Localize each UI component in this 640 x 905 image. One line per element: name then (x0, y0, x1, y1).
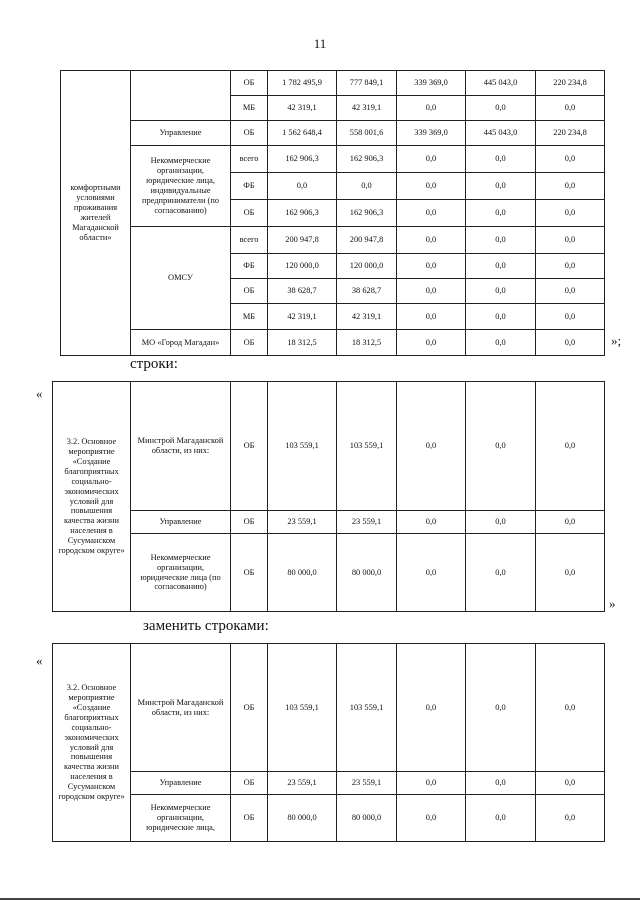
funding-source-cell: ОБ (231, 534, 268, 612)
amount-cell: 0,0 (536, 330, 605, 356)
amount-cell: 220 234,8 (536, 121, 605, 146)
amount-cell: 0,0 (466, 96, 536, 121)
funding-source-cell: МБ (231, 96, 268, 121)
amount-cell: 103 559,1 (337, 644, 397, 772)
amount-cell: 0,0 (397, 279, 466, 304)
amount-cell: 0,0 (536, 227, 605, 254)
measure-description-cell: 3.2. Основное мероприятие «Создание благоприятных социально-экономических условий для повышения качества жизни населения в Сусуманском городском округе» (53, 382, 131, 612)
table-row (53, 644, 605, 772)
amount-cell: 42 319,1 (337, 304, 397, 330)
amount-cell: 200 947,8 (268, 227, 337, 254)
amount-cell: 38 628,7 (337, 279, 397, 304)
opening-quote-2: « (36, 653, 43, 668)
amount-cell: 0,0 (466, 534, 536, 612)
measure-table-old (52, 381, 605, 612)
executor-cell (131, 71, 231, 121)
amount-cell: 38 628,7 (268, 279, 337, 304)
amount-cell: 1 562 648,4 (268, 121, 337, 146)
amount-cell: 339 369,0 (397, 121, 466, 146)
amount-cell: 0,0 (466, 200, 536, 227)
amount-cell: 1 782 495,9 (268, 71, 337, 96)
amount-cell: 0,0 (466, 173, 536, 200)
funding-source-cell: МБ (231, 304, 268, 330)
funding-source-cell: ОБ (231, 382, 268, 511)
funding-source-cell: ОБ (231, 795, 268, 842)
amount-cell: 0,0 (466, 382, 536, 511)
amount-cell: 0,0 (536, 795, 605, 842)
executor-cell: Управление (131, 511, 231, 534)
amount-cell: 0,0 (466, 146, 536, 173)
amount-cell: 120 000,0 (337, 254, 397, 279)
amount-cell: 0,0 (536, 254, 605, 279)
stroki-label: строки: (130, 356, 178, 372)
funding-source-cell: ОБ (231, 772, 268, 795)
executor-cell: МО «Город Магадан» (131, 330, 231, 356)
amount-cell: 0,0 (466, 254, 536, 279)
amount-cell: 0,0 (466, 330, 536, 356)
table-row (61, 71, 605, 96)
page-number: 11 (313, 36, 327, 51)
replace-label: заменить строками: (143, 618, 269, 634)
amount-cell: 23 559,1 (337, 772, 397, 795)
amount-cell: 0,0 (397, 173, 466, 200)
funding-source-cell: ОБ (231, 330, 268, 356)
amount-cell: 42 319,1 (268, 304, 337, 330)
amount-cell: 0,0 (536, 534, 605, 612)
amount-cell: 23 559,1 (268, 772, 337, 795)
funding-source-cell: ОБ (231, 200, 268, 227)
funding-source-cell: ОБ (231, 121, 268, 146)
table-row (61, 227, 605, 254)
amount-cell: 18 312,5 (337, 330, 397, 356)
funding-source-cell: ОБ (231, 279, 268, 304)
amount-cell: 80 000,0 (337, 795, 397, 842)
amount-cell: 0,0 (536, 772, 605, 795)
executor-cell: Минстрой Магаданской области, из них: (131, 644, 231, 772)
measure-description-cell: комфортными условиями проживания жителей Магаданской области» (61, 71, 131, 356)
funding-source-cell: ОБ (231, 71, 268, 96)
amount-cell: 0,0 (536, 644, 605, 772)
amount-cell: 0,0 (397, 382, 466, 511)
table-row (61, 330, 605, 356)
table-row (61, 121, 605, 146)
amount-cell: 0,0 (536, 279, 605, 304)
measure-description-cell: 3.2. Основное мероприятие «Создание благоприятных социально-экономических условий для повышения качества жизни населения в Сусуманском городском округе» (53, 644, 131, 842)
amount-cell: 80 000,0 (268, 795, 337, 842)
amount-cell: 103 559,1 (268, 644, 337, 772)
amount-cell: 0,0 (536, 146, 605, 173)
amount-cell: 339 369,0 (397, 71, 466, 96)
page-bottom-edge (0, 898, 640, 900)
amount-cell: 0,0 (397, 96, 466, 121)
amount-cell: 0,0 (337, 173, 397, 200)
amount-cell: 0,0 (397, 304, 466, 330)
executor-cell: Некоммерческие организации, юридические лица (по согласованию) (131, 534, 231, 612)
table-row (53, 382, 605, 511)
amount-cell: 0,0 (466, 227, 536, 254)
opening-quote-1: « (36, 386, 43, 401)
amount-cell: 42 319,1 (268, 96, 337, 121)
amount-cell: 0,0 (536, 382, 605, 511)
executor-cell: Некоммерческие организации, юридические лица, (131, 795, 231, 842)
amount-cell: 0,0 (536, 96, 605, 121)
amount-cell: 0,0 (466, 772, 536, 795)
executor-cell: Управление (131, 121, 231, 146)
amount-cell: 0,0 (397, 772, 466, 795)
table-row (53, 795, 605, 842)
amount-cell: 0,0 (536, 511, 605, 534)
amount-cell: 0,0 (268, 173, 337, 200)
amount-cell: 0,0 (397, 254, 466, 279)
amount-cell: 120 000,0 (268, 254, 337, 279)
amount-cell: 558 001,6 (337, 121, 397, 146)
amount-cell: 18 312,5 (268, 330, 337, 356)
amount-cell: 80 000,0 (268, 534, 337, 612)
funding-source-cell: всего (231, 227, 268, 254)
amount-cell: 0,0 (397, 227, 466, 254)
funding-source-cell: ОБ (231, 511, 268, 534)
funding-source-cell: ОБ (231, 644, 268, 772)
amount-cell: 0,0 (466, 304, 536, 330)
funding-source-cell: ФБ (231, 254, 268, 279)
funding-source-cell: ФБ (231, 173, 268, 200)
amount-cell: 0,0 (397, 146, 466, 173)
amount-cell: 0,0 (466, 795, 536, 842)
amount-cell: 0,0 (397, 200, 466, 227)
amount-cell: 80 000,0 (337, 534, 397, 612)
executor-cell: Управление (131, 772, 231, 795)
amount-cell: 0,0 (536, 200, 605, 227)
closing-quote-2: » (609, 596, 616, 611)
table-row (53, 511, 605, 534)
amount-cell: 445 043,0 (466, 71, 536, 96)
amount-cell: 220 234,8 (536, 71, 605, 96)
amount-cell: 103 559,1 (337, 382, 397, 511)
amount-cell: 162 906,3 (337, 200, 397, 227)
amount-cell: 200 947,8 (337, 227, 397, 254)
amount-cell: 162 906,3 (337, 146, 397, 173)
executor-cell: ОМСУ (131, 227, 231, 330)
executor-cell: Некоммерческие организации, юридические лица, индивидуальные предприниматели (по согласованию) (131, 146, 231, 227)
amount-cell: 445 043,0 (466, 121, 536, 146)
funding-source-cell: всего (231, 146, 268, 173)
amount-cell: 162 906,3 (268, 146, 337, 173)
amount-cell: 0,0 (466, 511, 536, 534)
budget-table-continued (60, 70, 605, 356)
table-row (53, 534, 605, 612)
amount-cell: 0,0 (397, 795, 466, 842)
amount-cell: 777 849,1 (337, 71, 397, 96)
table-row (61, 146, 605, 173)
amount-cell: 0,0 (397, 511, 466, 534)
measure-table-new (52, 643, 605, 842)
amount-cell: 0,0 (397, 534, 466, 612)
amount-cell: 103 559,1 (268, 382, 337, 511)
table-row (53, 772, 605, 795)
amount-cell: 162 906,3 (268, 200, 337, 227)
amount-cell: 0,0 (397, 644, 466, 772)
executor-cell: Минстрой Магаданской области, из них: (131, 382, 231, 511)
amount-cell: 0,0 (397, 330, 466, 356)
amount-cell: 0,0 (466, 644, 536, 772)
closing-quote-semicolon: »; (611, 333, 622, 348)
amount-cell: 0,0 (536, 173, 605, 200)
amount-cell: 42 319,1 (337, 96, 397, 121)
amount-cell: 23 559,1 (337, 511, 397, 534)
amount-cell: 0,0 (536, 304, 605, 330)
amount-cell: 0,0 (466, 279, 536, 304)
amount-cell: 23 559,1 (268, 511, 337, 534)
